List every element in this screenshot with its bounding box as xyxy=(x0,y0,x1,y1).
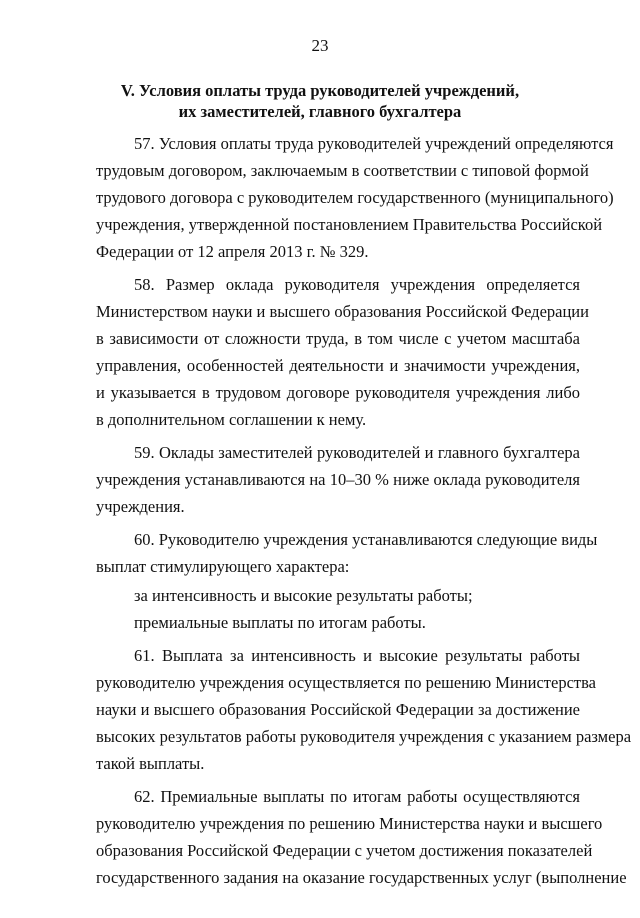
text-line: и указывается в трудовом договоре руководителя учреждения либо xyxy=(96,383,580,402)
text-line: 60. Руководителю учреждения устанавливаются следующие виды xyxy=(134,530,598,549)
paragraph-57 xyxy=(96,130,614,265)
text-line: учреждения. xyxy=(96,497,185,516)
text-line: образования Российской Федерации с учетом достижения показателей xyxy=(96,841,593,860)
text-line: 57. Условия оплаты труда руководителей учреждений определяются xyxy=(134,134,614,153)
text-line: государственного задания на оказание государственных услуг (выполнение xyxy=(96,868,627,887)
paragraph-62 xyxy=(96,783,627,891)
text-line: высоких результатов работы руководителя учреждения с указанием размера xyxy=(96,727,632,746)
section-heading xyxy=(96,80,544,122)
text-line: 61. Выплата за интенсивность и высокие результаты работы xyxy=(134,646,580,665)
text-line: трудового договора с руководителем государственного (муниципального) xyxy=(96,188,614,207)
paragraph-61 xyxy=(96,642,632,777)
text-line: выплат стимулирующего характера: xyxy=(96,557,350,576)
text-line: Министерством науки и высшего образования Российской Федерации xyxy=(96,302,589,321)
list-item-bonus: премиальные выплаты по итогам работы. xyxy=(134,613,426,632)
page-number: 23 xyxy=(311,36,329,55)
text-line: 59. Оклады заместителей руководителей и главного бухгалтера xyxy=(134,443,580,462)
text-line: учреждения устанавливаются на 10–30 % ниже оклада руководителя xyxy=(96,470,580,489)
text-line: в дополнительном соглашении к нему. xyxy=(96,410,367,429)
text-line: 62. Премиальные выплаты по итогам работы осуществляются xyxy=(134,787,580,806)
text-line: трудовым договором, заключаемым в соответствии с типовой формой xyxy=(96,161,589,180)
paragraph-58 xyxy=(96,271,589,433)
text-line: Федерации от 12 апреля 2013 г. № 329. xyxy=(96,242,369,261)
paragraph-59 xyxy=(96,439,580,520)
text-line: в зависимости от сложности труда, в том числе с учетом масштаба xyxy=(96,329,580,348)
text-line: учреждения, утвержденной постановлением Правительства Российской xyxy=(96,215,603,234)
text-line: науки и высшего образования Российской Федерации за достижение xyxy=(96,700,580,719)
list-item-intensity: за интенсивность и высокие результаты работы; xyxy=(134,586,473,605)
section-heading-line-1: V. Условия оплаты труда руководителей учреждений, xyxy=(120,81,520,100)
paragraph-60 xyxy=(96,526,598,580)
text-line: руководителю учреждения осуществляется по решению Министерства xyxy=(96,673,597,692)
text-line: такой выплаты. xyxy=(96,754,205,773)
text-line: 58. Размер оклада руководителя учреждения определяется xyxy=(134,275,580,294)
document-body xyxy=(96,130,632,891)
text-line: управления, особенностей деятельности и значимости учреждения, xyxy=(96,356,580,375)
text-line: руководителю учреждения по решению Министерства науки и высшего xyxy=(96,814,603,833)
section-heading-line-2: их заместителей, главного бухгалтера xyxy=(178,102,462,121)
